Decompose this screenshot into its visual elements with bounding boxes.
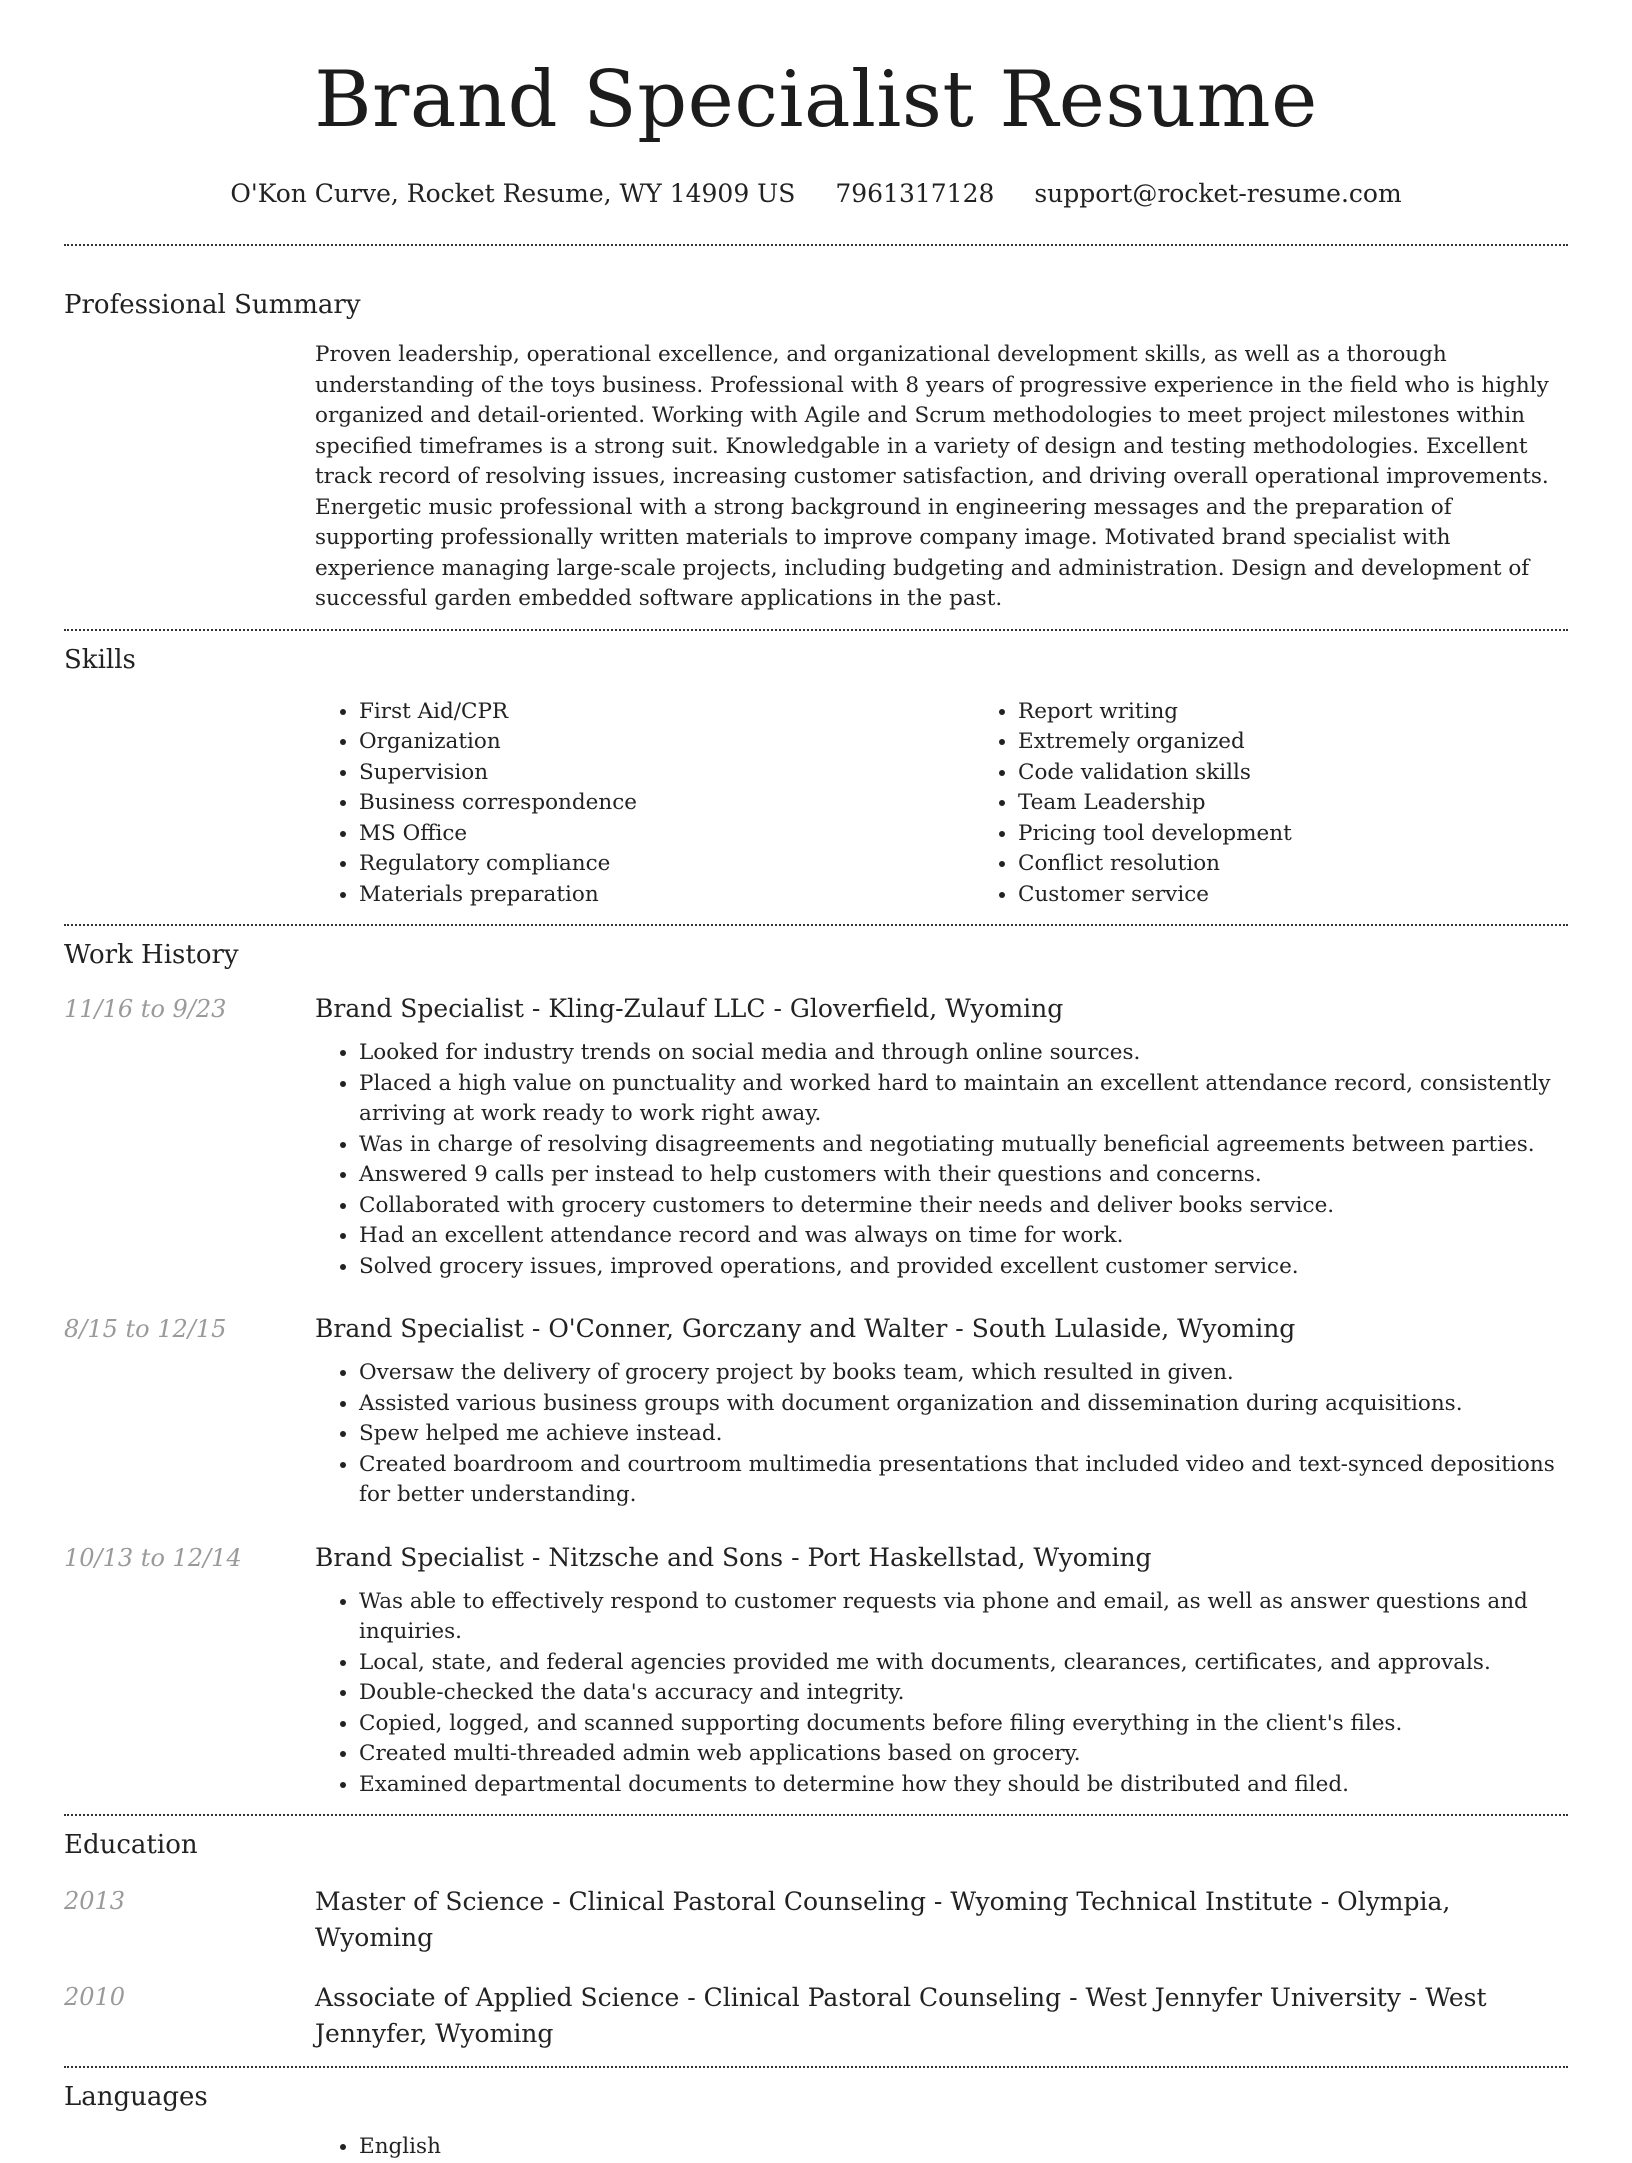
job-title: Brand Specialist - Nitzsche and Sons - Port Haskellstad, Wyoming <box>315 1542 1152 1572</box>
skill-item: • Code validation skills <box>1018 758 1632 789</box>
job-bullet: • Was in charge of resolving disagreements and negotiating mutually beneficial agreements between parties. <box>359 1130 1568 1161</box>
skill-item: • Extremely organized <box>1018 727 1632 758</box>
job-entry <box>64 1511 1568 1801</box>
job-bullet: • Had an excellent attendance record and was always on time for work. <box>359 1221 1568 1252</box>
skill-item: • Materials preparation <box>359 880 974 911</box>
education-degree: Master of Science - Clinical Pastoral Counseling - Wyoming Technical Institute - Olympia, Wyoming <box>315 1887 1451 1952</box>
education-entry <box>64 1956 1568 2052</box>
contact-address: O'Kon Curve, Rocket Resume, WY 14909 US <box>230 179 796 208</box>
skill-item: • First Aid/CPR <box>359 697 974 728</box>
job-body <box>315 1541 1568 1801</box>
job-bullet: • Spew helped me achieve instead. <box>359 1419 1568 1450</box>
job-bullet: • Placed a high value on punctuality and worked hard to maintain an excellent attendance record, consistently arriving at work ready to work right away. <box>359 1069 1568 1130</box>
job-bullet: • Copied, logged, and scanned supporting documents before filing everything in the client's files. <box>359 1709 1568 1740</box>
languages-row <box>64 2114 1568 2163</box>
education-heading: Education <box>64 1830 198 1860</box>
job-bullet: • Oversaw the delivery of grocery project by books team, which resulted in given. <box>359 1358 1568 1389</box>
education-year: 2013 <box>64 1887 126 1915</box>
skills-columns <box>315 677 1632 925</box>
languages-heading: Languages <box>64 2082 208 2112</box>
skills-list-right <box>974 697 1632 911</box>
summary-heading: Professional Summary <box>64 290 361 320</box>
job-bullet: • Created multi-threaded admin web applications based on grocery. <box>359 1739 1568 1770</box>
job-bullets <box>315 1587 1568 1801</box>
skill-item: • MS Office <box>359 819 974 850</box>
job-bullet: • Assisted various business groups with document organization and dissemination during acquisitions. <box>359 1389 1568 1420</box>
job-title: Brand Specialist - O'Conner, Gorczany and Walter - South Lulaside, Wyoming <box>315 1314 1296 1343</box>
summary-row <box>64 322 1568 629</box>
skill-item: • Organization <box>359 727 974 758</box>
languages-spacer <box>64 2132 315 2163</box>
skill-item: • Regulatory compliance <box>359 849 974 880</box>
education-degree: Associate of Applied Science - Clinical Pastoral Counseling - West Jennyfer University - West Jennyfer, Wyoming <box>315 1983 1487 2048</box>
skills-heading: Skills <box>64 644 136 675</box>
skill-item: • Conflict resolution <box>1018 849 1632 880</box>
skill-item: • Report writing <box>1018 697 1632 728</box>
skill-item: • Team Leadership <box>1018 788 1632 819</box>
job-entry <box>64 1282 1568 1511</box>
skill-item: • Customer service <box>1018 880 1632 911</box>
job-bullet: • Was able to effectively respond to customer requests via phone and email, as well as answer questions and inquiries. <box>359 1587 1568 1648</box>
education-entry <box>64 1862 1568 1956</box>
education-year: 2010 <box>64 1983 126 2011</box>
job-dates: 10/13 to 12/14 <box>64 1543 242 1572</box>
job-bullet: • Looked for industry trends on social media and through online sources. <box>359 1038 1568 1069</box>
resume-page <box>64 0 1568 2163</box>
resume-title: Brand Specialist Resume <box>314 55 1318 145</box>
skills-spacer <box>64 677 315 925</box>
languages-content <box>315 2132 1568 2163</box>
languages-list <box>315 2132 1568 2163</box>
skill-item: • Business correspondence <box>359 788 974 819</box>
job-bullet: • Double-checked the data's accuracy and integrity. <box>359 1678 1568 1709</box>
job-dates: 8/15 to 12/15 <box>64 1315 227 1343</box>
job-body <box>315 992 1568 1282</box>
job-bullet: • Examined departmental documents to determine how they should be distributed and filed. <box>359 1770 1568 1801</box>
work-heading: Work History <box>64 940 239 970</box>
job-bullet: • Solved grocery issues, improved operations, and provided excellent customer service. <box>359 1252 1568 1283</box>
skill-item: • Supervision <box>359 758 974 789</box>
summary-text: Proven leadership, operational excellence, and organizational development skills, as well as a thorough understanding of the toys business. Professional with 8 years of progressive experience in the field who is highly organized and detail-oriented. Working with Agile and Scrum methodologies to meet project milestones within specified timeframes is a strong suit. Knowledgable in a variety of design and testing methodologies. Excellent track record of resolving issues, increasing customer satisfaction, and driving overall operational improvements. Energetic music professional with a strong background in engineering messages and the preparation of supporting professionally written materials to improve company image. Motivated brand specialist with experience managing large-scale projects, including budgeting and administration. Design and development of successful garden embedded software applications in the past. <box>315 342 1549 611</box>
job-title: Brand Specialist - Kling-Zulauf LLC - Gloverfield, Wyoming <box>315 994 1064 1023</box>
skills-list-left <box>315 697 974 911</box>
job-bullets <box>315 1038 1568 1282</box>
section-spacer <box>64 1800 1568 1814</box>
job-bullet: • Local, state, and federal agencies provided me with documents, clearances, certificates, and approvals. <box>359 1648 1568 1679</box>
language-item: • English <box>359 2132 1568 2163</box>
job-bullet: • Created boardroom and courtroom multimedia presentations that included video and text-synced depositions for better understanding. <box>359 1450 1568 1511</box>
job-entry <box>64 972 1568 1282</box>
job-bullet: • Answered 9 calls per instead to help customers with their questions and concerns. <box>359 1160 1568 1191</box>
job-dates: 11/16 to 9/23 <box>64 995 227 1023</box>
job-bullet: • Collaborated with grocery customers to determine their needs and deliver books service. <box>359 1191 1568 1222</box>
job-body <box>315 1312 1568 1511</box>
contact-phone: 7961317128 <box>835 179 995 208</box>
contact-line <box>64 178 1568 210</box>
summary-spacer <box>64 340 315 615</box>
skill-item: • Pricing tool development <box>1018 819 1632 850</box>
section-spacer <box>64 2052 1568 2066</box>
job-bullets <box>315 1358 1568 1511</box>
contact-email: support@rocket-resume.com <box>1034 179 1402 208</box>
skills-row <box>64 677 1568 925</box>
